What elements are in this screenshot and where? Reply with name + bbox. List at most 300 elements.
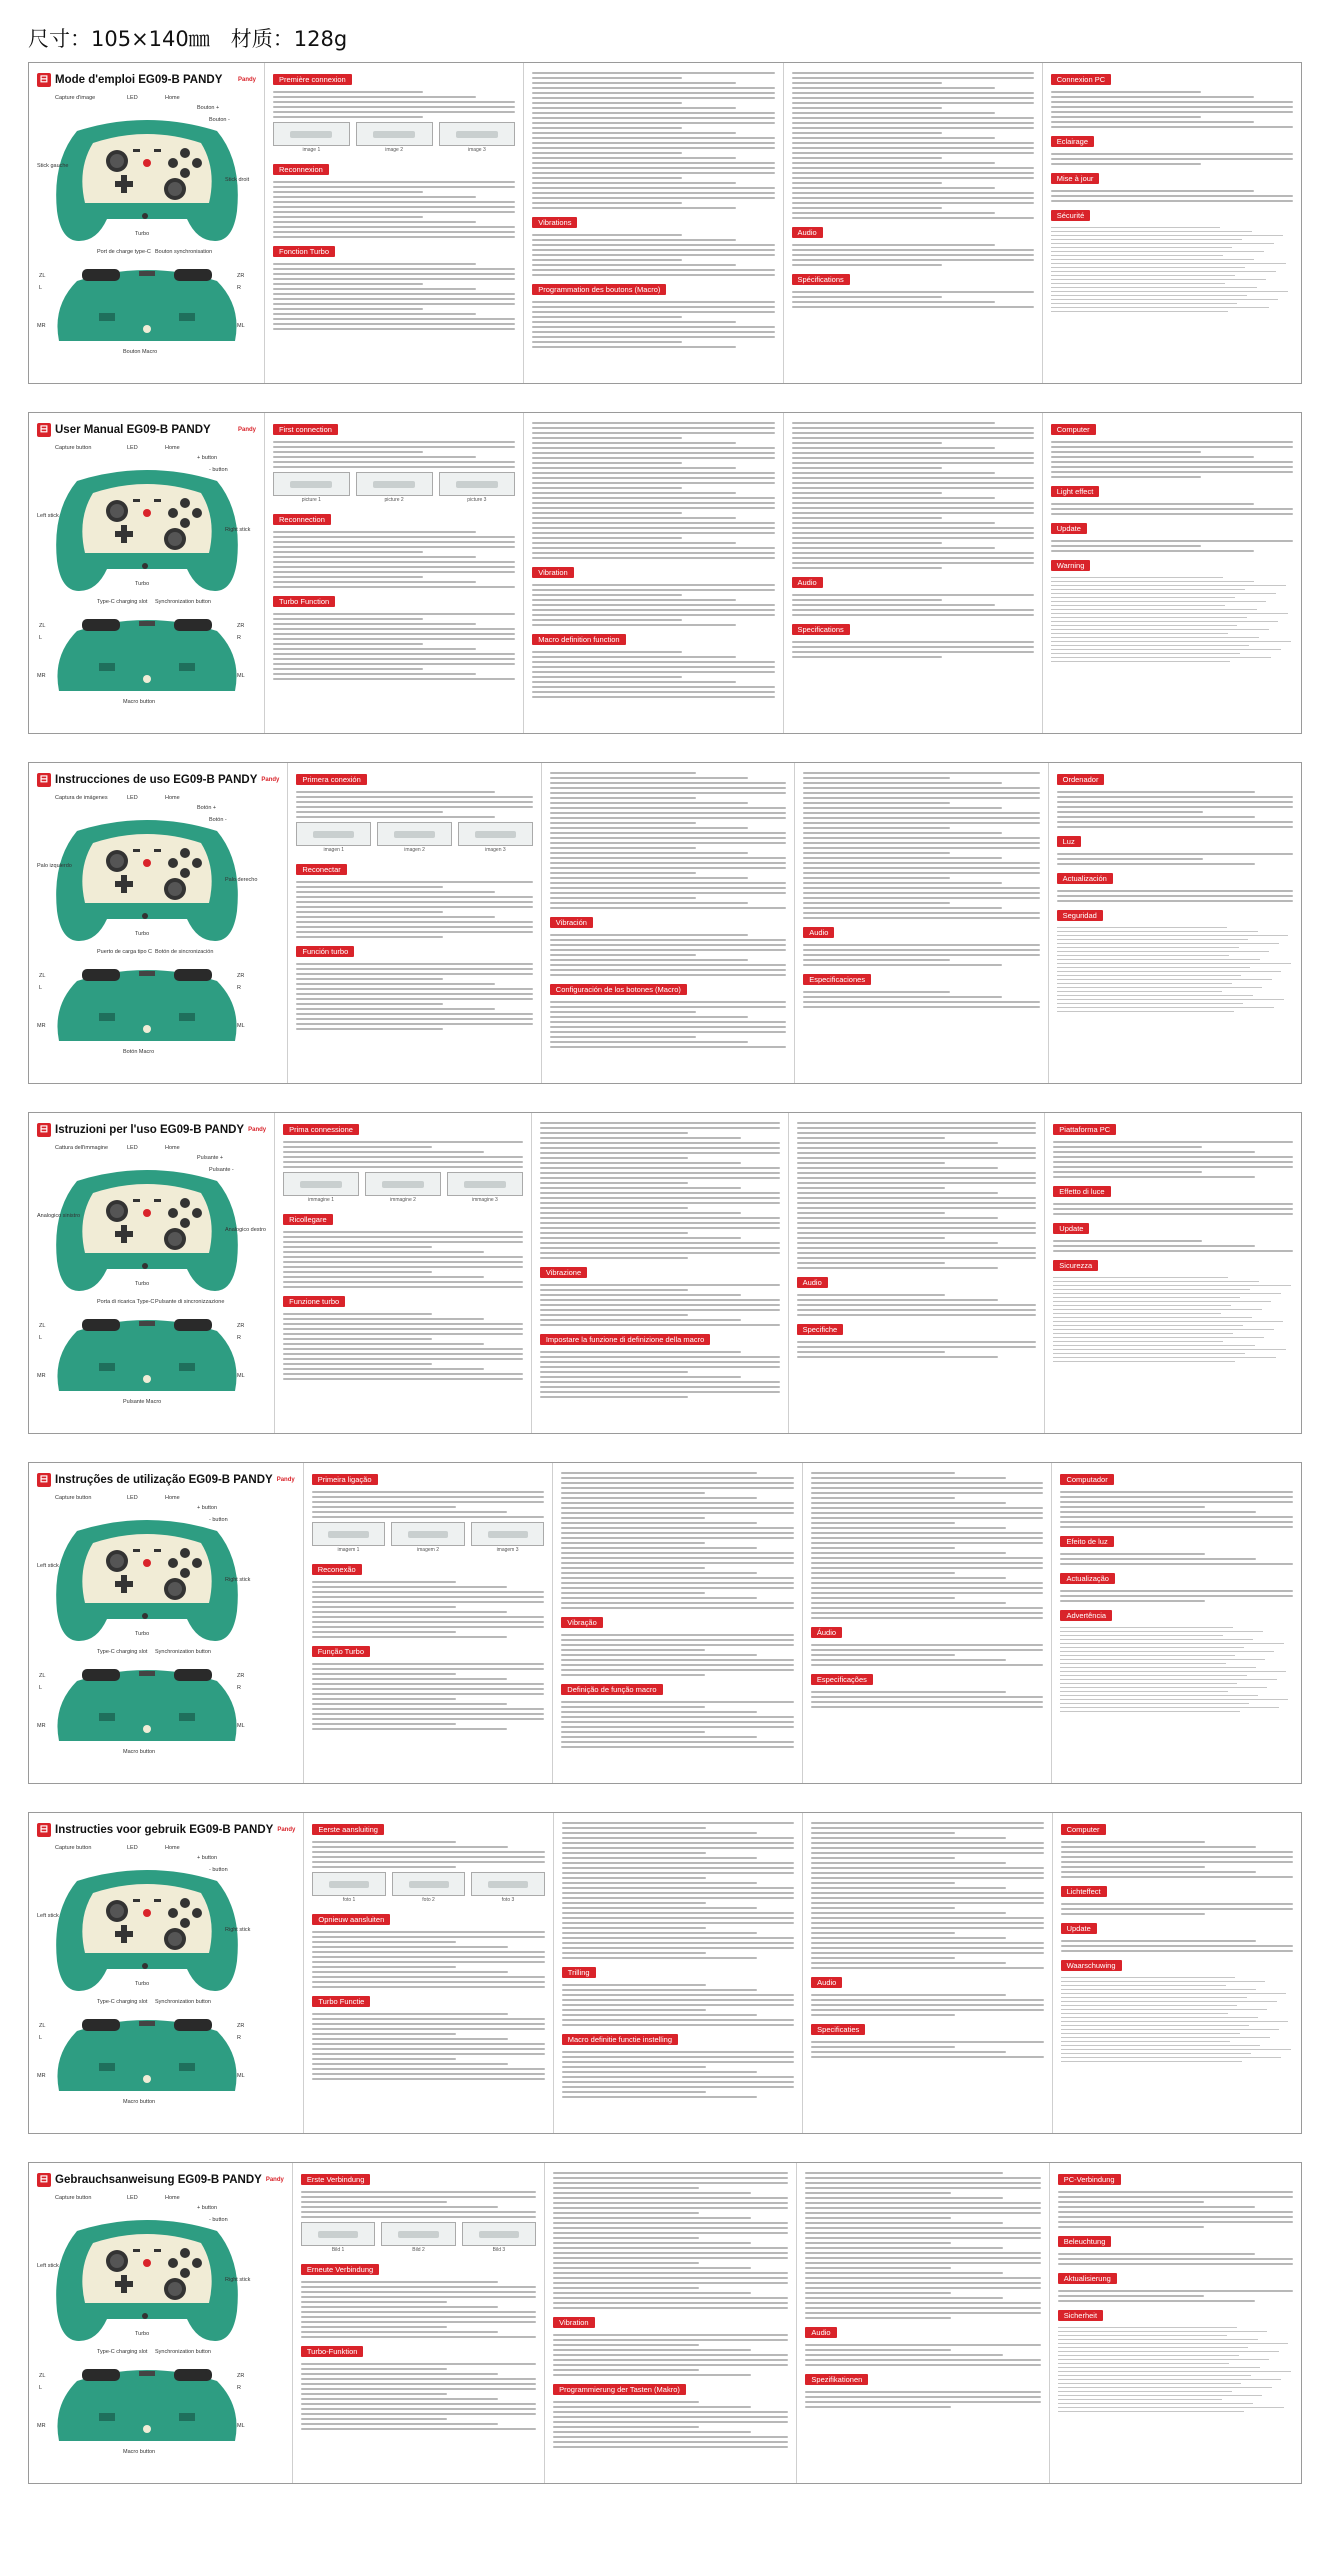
text-line <box>1051 461 1293 463</box>
screen-image <box>273 472 350 496</box>
text-line <box>811 1602 1006 1604</box>
text-line <box>312 1606 456 1608</box>
section-heading: Áudio <box>811 1627 842 1638</box>
text-line <box>312 2013 507 2015</box>
text-line <box>532 321 735 323</box>
part-label: Captura de imágenes <box>55 795 108 801</box>
text-column <box>797 2163 1049 2483</box>
text-line <box>301 2281 499 2283</box>
part-label: ZL <box>39 1323 46 1329</box>
part-label: ZL <box>39 2023 46 2029</box>
text-line <box>562 1847 794 1849</box>
warning-line <box>1061 2021 1289 2023</box>
text-line <box>811 1522 955 1524</box>
text-line <box>562 1877 706 1879</box>
text-line <box>312 2073 544 2075</box>
text-line <box>792 614 1034 616</box>
section-heading: Specificaties <box>811 2024 865 2035</box>
warning-line <box>1060 1647 1244 1649</box>
minus-button-icon <box>133 1199 140 1202</box>
text-line <box>562 2051 794 2053</box>
part-label: - button <box>209 1867 228 1873</box>
text-line <box>561 1542 705 1544</box>
text-line <box>562 1872 794 1874</box>
text-line <box>792 422 995 424</box>
text-line <box>283 1276 484 1278</box>
text-line <box>1057 863 1256 865</box>
text-line <box>540 1371 689 1373</box>
face-button-icon <box>192 508 202 518</box>
text-line <box>540 1187 741 1189</box>
text-line <box>561 1674 705 1676</box>
text-line <box>550 897 697 899</box>
section-heading: Beleuchtung <box>1058 2236 1112 2247</box>
text-line <box>797 1182 1037 1184</box>
text-line <box>792 537 1034 539</box>
text-line <box>792 291 1034 293</box>
text-line <box>561 1649 705 1651</box>
text-line <box>550 1001 786 1003</box>
text-line <box>273 211 515 213</box>
text-line <box>792 187 995 189</box>
text-line <box>792 477 1034 479</box>
manual-title: Instructies voor gebruik EG09-B PANDY <box>55 1824 274 1836</box>
text-line <box>553 2212 699 2214</box>
controller-figure <box>37 2191 284 2461</box>
screen-image <box>471 1522 545 1546</box>
text-line <box>532 234 682 236</box>
text-line <box>312 1976 544 1978</box>
warning-line <box>1061 1981 1266 1983</box>
text-line <box>811 1994 1006 1996</box>
text-line <box>553 2441 788 2443</box>
brand-name: Pandy <box>237 427 256 433</box>
text-line <box>301 2291 536 2293</box>
text-line <box>540 1324 780 1326</box>
text-line <box>805 2252 1040 2254</box>
text-line <box>553 2182 788 2184</box>
text-line <box>273 581 476 583</box>
text-line <box>532 142 774 144</box>
text-line <box>296 811 443 813</box>
text-line <box>312 1713 545 1715</box>
text-line <box>553 2242 751 2244</box>
section-heading: Primeira ligação <box>312 1474 378 1485</box>
text-line <box>792 296 942 298</box>
text-line <box>273 648 476 650</box>
text-line <box>296 1023 532 1025</box>
part-label: R <box>237 2035 241 2041</box>
part-label: Pulsante di sincronizzazione <box>155 1299 225 1305</box>
text-line <box>283 1358 523 1360</box>
text-line <box>553 2297 788 2299</box>
text-line <box>811 1882 955 1884</box>
text-line <box>273 268 515 270</box>
macro-button-icon <box>143 2425 151 2433</box>
text-line <box>811 1644 1044 1646</box>
text-line <box>273 663 515 665</box>
text-line <box>273 328 515 330</box>
text-line <box>283 1286 523 1288</box>
text-line <box>296 911 443 913</box>
section-heading: Vibration <box>532 567 573 578</box>
text-line <box>312 1856 544 1858</box>
text-line <box>562 1927 706 1929</box>
text-line <box>550 772 697 774</box>
mr-paddle <box>179 663 195 671</box>
text-line <box>312 1678 507 1680</box>
text-line <box>811 1612 1044 1614</box>
text-line <box>1058 2201 1204 2203</box>
part-label: ZL <box>39 623 46 629</box>
text-line <box>312 1708 545 1710</box>
warning-line <box>1061 2001 1277 2003</box>
text-line <box>296 988 532 990</box>
text-line <box>562 2061 794 2063</box>
text-line <box>805 2307 1040 2309</box>
text-line <box>811 1832 955 1834</box>
screen-image <box>458 822 533 846</box>
ml-paddle <box>99 663 115 671</box>
text-line <box>273 116 423 118</box>
text-line <box>797 1242 998 1244</box>
text-line <box>805 2406 951 2408</box>
text-line <box>1051 471 1293 473</box>
text-line <box>562 1827 706 1829</box>
text-line <box>283 1251 484 1253</box>
warning-line <box>1060 1675 1246 1677</box>
text-line <box>792 122 1034 124</box>
text-line <box>273 546 515 548</box>
section-heading: Especificações <box>811 1674 873 1685</box>
text-line <box>296 816 495 818</box>
text-line <box>561 1669 794 1671</box>
section-heading: Vibration <box>553 2317 594 2328</box>
warning-line <box>1061 1993 1286 1995</box>
usb-c-port-icon <box>139 971 155 976</box>
text-line <box>562 1999 794 2001</box>
part-label: Cattura dell'immagine <box>55 1145 109 1151</box>
text-line <box>792 167 1034 169</box>
text-line <box>1058 2196 1293 2198</box>
text-line <box>1051 190 1254 192</box>
part-label: Left stick <box>37 1913 59 1919</box>
text-line <box>805 2317 951 2319</box>
text-line <box>811 1701 1044 1703</box>
face-button-icon <box>180 1218 190 1228</box>
text-line <box>273 536 515 538</box>
text-line <box>811 1902 1043 1904</box>
warning-line <box>1060 1635 1223 1637</box>
screen-image <box>283 1172 359 1196</box>
text-line <box>803 797 1039 799</box>
home-button-icon <box>143 859 151 867</box>
text-line <box>811 1517 1044 1519</box>
text-line <box>312 1946 507 1948</box>
controller-diagram <box>37 1141 257 1411</box>
text-line <box>805 2197 1003 2199</box>
text-line <box>811 1532 1044 1534</box>
mr-paddle <box>179 1713 195 1721</box>
image-figure <box>447 1172 523 1203</box>
text-line <box>540 1122 780 1124</box>
diagram-column <box>29 1463 304 1783</box>
text-line <box>562 2004 794 2006</box>
face-button-icon <box>180 1918 190 1928</box>
text-line <box>532 97 774 99</box>
text-line <box>550 939 786 941</box>
text-line <box>312 1636 507 1638</box>
text-line <box>805 2187 1040 2189</box>
text-line <box>540 1212 741 1214</box>
text-line <box>312 2078 544 2080</box>
image-figure <box>296 822 371 853</box>
section-heading: Luz <box>1057 836 1081 847</box>
section-heading: Erste Verbindung <box>301 2174 371 2185</box>
text-line <box>805 2359 1040 2361</box>
section-heading: Computer <box>1051 424 1096 435</box>
text-line <box>811 1577 1006 1579</box>
screen-image <box>447 1172 523 1196</box>
text-line <box>562 1882 757 1884</box>
section-heading: Sicurezza <box>1053 1260 1098 1271</box>
text-line <box>532 274 774 276</box>
text-line <box>312 2068 544 2070</box>
left-stick-cap <box>110 2254 124 2268</box>
text-line <box>803 912 1039 914</box>
text-line <box>540 1396 689 1398</box>
part-label: Analogico destro <box>225 1227 266 1233</box>
warning-line <box>1051 239 1242 241</box>
text-line <box>312 2053 544 2055</box>
text-line <box>1060 1563 1293 1565</box>
dpad-vertical <box>121 1225 127 1243</box>
text-line <box>301 2398 499 2400</box>
dpad-vertical <box>121 1925 127 1943</box>
text-line <box>273 196 476 198</box>
text-line <box>562 1952 706 1954</box>
text-line <box>562 2024 794 2026</box>
text-line <box>792 507 1034 509</box>
text-line <box>532 624 735 626</box>
text-line <box>273 201 515 203</box>
face-button-icon <box>192 2258 202 2268</box>
text-column <box>532 1113 789 1433</box>
screen-image <box>392 1872 465 1896</box>
text-line <box>1053 1166 1293 1168</box>
text-line <box>553 2262 699 2264</box>
zr-trigger <box>174 1669 212 1681</box>
text-line <box>540 1257 689 1259</box>
warning-line <box>1058 2327 1237 2329</box>
text-line <box>553 2431 751 2433</box>
image-caption: foto 1 <box>342 1897 356 1903</box>
part-label: Botón Macro <box>123 1049 155 1055</box>
zl-trigger <box>82 269 120 281</box>
section-heading: Fonction Turbo <box>273 246 335 257</box>
text-line <box>1053 1245 1254 1247</box>
part-label: Right stick <box>225 527 251 533</box>
section-heading: Audio <box>792 577 823 588</box>
text-line <box>273 263 476 265</box>
text-line <box>1061 1866 1205 1868</box>
text-line <box>532 172 774 174</box>
screen-image <box>439 472 516 496</box>
image-caption: image 1 <box>302 147 321 153</box>
warning-line <box>1053 1285 1290 1287</box>
text-line <box>532 537 682 539</box>
text-column <box>524 63 783 383</box>
text-line <box>803 1006 1039 1008</box>
warning-line <box>1053 1349 1286 1351</box>
warning-line <box>1053 1305 1230 1307</box>
warning-line <box>1051 287 1257 289</box>
part-label: MR <box>37 2423 46 2429</box>
text-line <box>312 1728 507 1730</box>
text-line <box>1061 1908 1293 1910</box>
text-line <box>301 2216 536 2218</box>
image-caption: picture 1 <box>301 497 321 503</box>
face-button-icon <box>180 1898 190 1908</box>
text-line <box>312 1961 544 1963</box>
text-line <box>561 1502 794 1504</box>
screen-image <box>391 1522 465 1546</box>
text-line <box>540 1217 780 1219</box>
text-line <box>561 1654 756 1656</box>
text-line <box>1060 1558 1255 1560</box>
face-button-icon <box>192 1908 202 1918</box>
text-line <box>312 2018 544 2020</box>
text-line <box>792 202 1034 204</box>
image-caption: imagem 2 <box>417 1547 439 1553</box>
text-column <box>554 1813 803 2133</box>
text-line <box>553 2292 751 2294</box>
text-line <box>532 87 774 89</box>
text-line <box>312 2043 544 2045</box>
usb-c-port-icon <box>139 2021 155 2026</box>
zr-trigger <box>174 969 212 981</box>
ml-paddle <box>99 1013 115 1021</box>
text-line <box>803 857 1002 859</box>
brand-logo-icon: ⊟ <box>37 2173 51 2187</box>
text-line <box>811 1907 955 1909</box>
text-line <box>532 599 735 601</box>
part-label: Left stick <box>37 513 59 519</box>
text-line <box>273 456 476 458</box>
text-line <box>550 822 697 824</box>
warning-line <box>1051 251 1264 253</box>
text-line <box>1051 111 1293 113</box>
section-heading: Turbo Functie <box>312 1996 370 2007</box>
text-line <box>550 832 786 834</box>
text-line <box>550 1011 697 1013</box>
text-line <box>532 107 735 109</box>
right-stick-cap <box>168 1232 182 1246</box>
face-button-icon <box>180 848 190 858</box>
text-line <box>811 1942 1043 1944</box>
text-line <box>283 1246 432 1248</box>
section-heading: Audio <box>805 2327 836 2338</box>
text-line <box>1061 1846 1256 1848</box>
text-line <box>803 817 1039 819</box>
text-line <box>540 1162 741 1164</box>
warning-line <box>1051 275 1235 277</box>
text-line <box>283 1271 432 1273</box>
text-line <box>1051 540 1293 542</box>
text-line <box>811 1862 1006 1864</box>
part-label: Synchronization button <box>155 1999 211 2005</box>
text-line <box>1053 1208 1293 1210</box>
warning-line <box>1057 1003 1244 1005</box>
text-line <box>273 673 476 675</box>
text-line <box>312 1861 544 1863</box>
section-heading: Specifiche <box>797 1324 844 1335</box>
warning-line <box>1051 577 1223 579</box>
text-line <box>550 969 786 971</box>
text-line <box>792 492 942 494</box>
text-line <box>561 1507 794 1509</box>
text-line <box>561 1716 794 1718</box>
text-line <box>301 2296 536 2298</box>
text-line <box>532 542 735 544</box>
text-line <box>283 1161 523 1163</box>
text-line <box>273 273 515 275</box>
text-line <box>550 812 786 814</box>
screen-image <box>356 472 433 496</box>
text-line <box>312 1971 507 1973</box>
dpad-vertical <box>121 875 127 893</box>
text-line <box>553 2177 788 2179</box>
part-label: L <box>39 985 43 991</box>
text-line <box>1057 826 1293 828</box>
warning-line <box>1060 1631 1262 1633</box>
warning-line <box>1051 247 1233 249</box>
text-line <box>792 212 995 214</box>
text-line <box>811 1654 955 1656</box>
text-line <box>803 907 1002 909</box>
title-row <box>37 419 256 441</box>
warning-line <box>1058 2339 1258 2341</box>
text-line <box>312 1966 456 1968</box>
text-column <box>784 63 1043 383</box>
section-heading: Audio <box>803 927 834 938</box>
image-figure <box>439 122 516 153</box>
text-line <box>811 1542 1044 1544</box>
text-line <box>1060 1553 1204 1555</box>
text-line <box>273 618 423 620</box>
text-line <box>562 1932 757 1934</box>
text-line <box>811 1857 955 1859</box>
text-line <box>803 852 950 854</box>
text-line <box>561 1711 756 1713</box>
section-heading: Audio <box>797 1277 828 1288</box>
section-heading: Spezifikationen <box>805 2374 868 2385</box>
text-line <box>562 1984 706 1986</box>
text-line <box>540 1299 780 1301</box>
text-line <box>301 2413 536 2415</box>
brand-name: Pandy <box>261 777 280 783</box>
zl-trigger <box>82 2019 120 2031</box>
text-line <box>550 827 749 829</box>
warning-line <box>1061 2045 1261 2047</box>
text-line <box>532 619 682 621</box>
text-line <box>803 782 1002 784</box>
text-line <box>805 2257 1040 2259</box>
text-line <box>532 522 774 524</box>
part-label: Home <box>165 795 180 801</box>
brand-logo-icon: ⊟ <box>37 73 51 87</box>
warning-line <box>1057 971 1282 973</box>
